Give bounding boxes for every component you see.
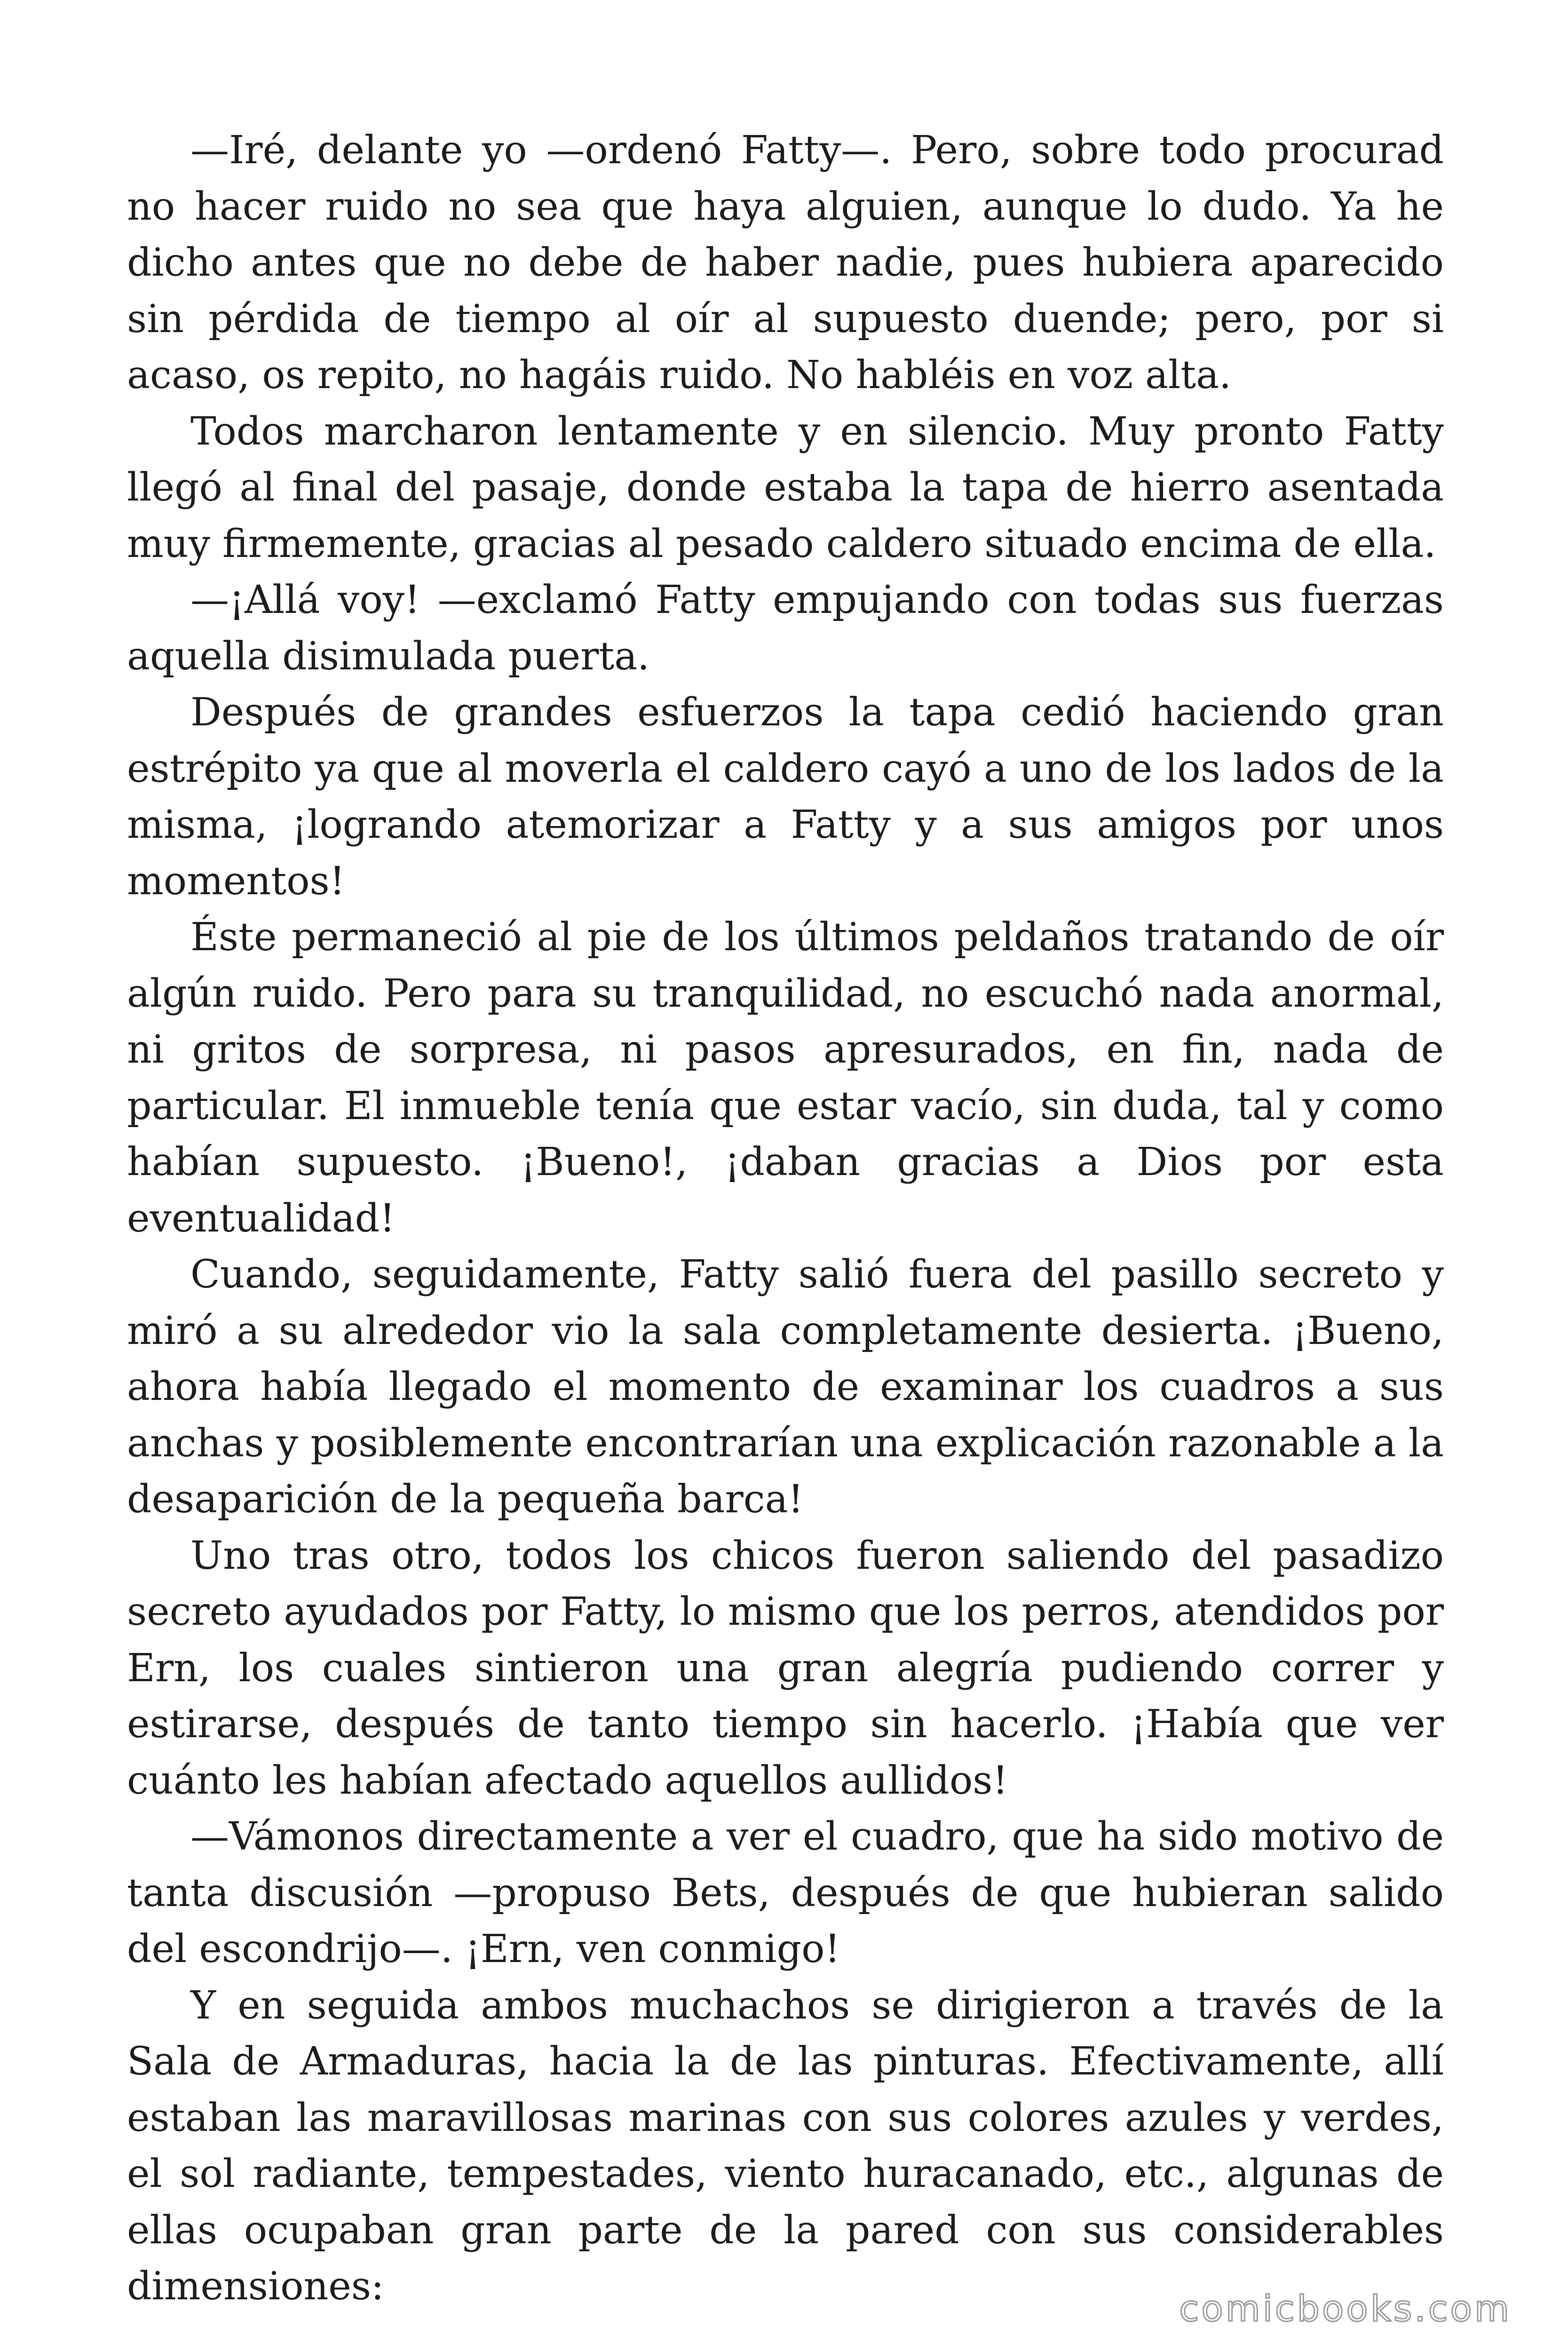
- paragraph-3: —¡Allá voy! —exclamó Fatty empujando con todas sus fuerzas aquella disimulada puerta.: [127, 578, 1444, 679]
- paragraph-5: Éste permaneció al pie de los últimos peldaños tratando de oír algún ruido. Pero para su tranquilidad, no escuchó nada anormal, ni gritos de sorpresa, ni pasos apresurados, en fin, nada de particular. El inmueble tenía que estar vacío, sin duda, tal y como habían supuesto. ¡Bueno!, ¡daban gracias a Dios por esta eventualidad!: [127, 915, 1444, 1241]
- paragraph-9: Y en seguida ambos muchachos se dirigieron a través de la Sala de Armaduras, hacia la de las pinturas. Efectivamente, allí estaban las maravillosas marinas con sus colores azules y verdes, el sol radiante, tempestades, viento huracanado, etc., algunas de ellas ocupaban gran parte de la pared con sus considerables dimensiones:: [127, 1983, 1444, 2309]
- body-text: [127, 122, 1444, 2315]
- paragraph-1: —Iré, delante yo —ordenó Fatty—. Pero, sobre todo procurad no hacer ruido no sea que haya alguien, aunque lo dudo. Ya he dicho antes que no debe de haber nadie, pues hubiera aparecido sin pérdida de tiempo al oír al supuesto duende; pero, por si acaso, os repito, no hagáis ruido. No habléis en voz alta.: [127, 128, 1444, 397]
- paragraph-8: —Vámonos directamente a ver el cuadro, que ha sido motivo de tanta discusión —propuso Bets, después de que hubieran salido del escondrijo—. ¡Ern, ven conmigo!: [127, 1814, 1444, 1971]
- paragraph-6: Cuando, seguidamente, Fatty salió fuera del pasillo secreto y miró a su alrededor vio la sala completamente desierta. ¡Bueno, ahora había llegado el momento de examinar los cuadros a sus anchas y posiblemente encontrarían una explicación razonable a la desaparición de la pequeña barca!: [127, 1252, 1444, 1522]
- paragraph-4: Después de grandes esfuerzos la tapa cedió haciendo gran estrépito ya que al moverla el caldero cayó a uno de los lados de la misma, ¡logrando atemorizar a Fatty y a sus amigos por unos momentos!: [127, 690, 1444, 904]
- paragraph-2: Todos marcharon lentamente y en silencio. Muy pronto Fatty llegó al final del pasaje, donde estaba la tapa de hierro asentada muy firmemente, gracias al pesado caldero situado encima de ella.: [127, 409, 1444, 566]
- watermark: comicbooks.com: [1179, 2288, 1512, 2329]
- paragraph-7: Uno tras otro, todos los chicos fueron saliendo del pasadizo secreto ayudados por Fatty, lo mismo que los perros, atendidos por Ern, los cuales sintieron una gran alegría pudiendo correr y estirarse, después de tanto tiempo sin hacerlo. ¡Había que ver cuánto les habían afectado aquellos aullidos!: [127, 1533, 1444, 1803]
